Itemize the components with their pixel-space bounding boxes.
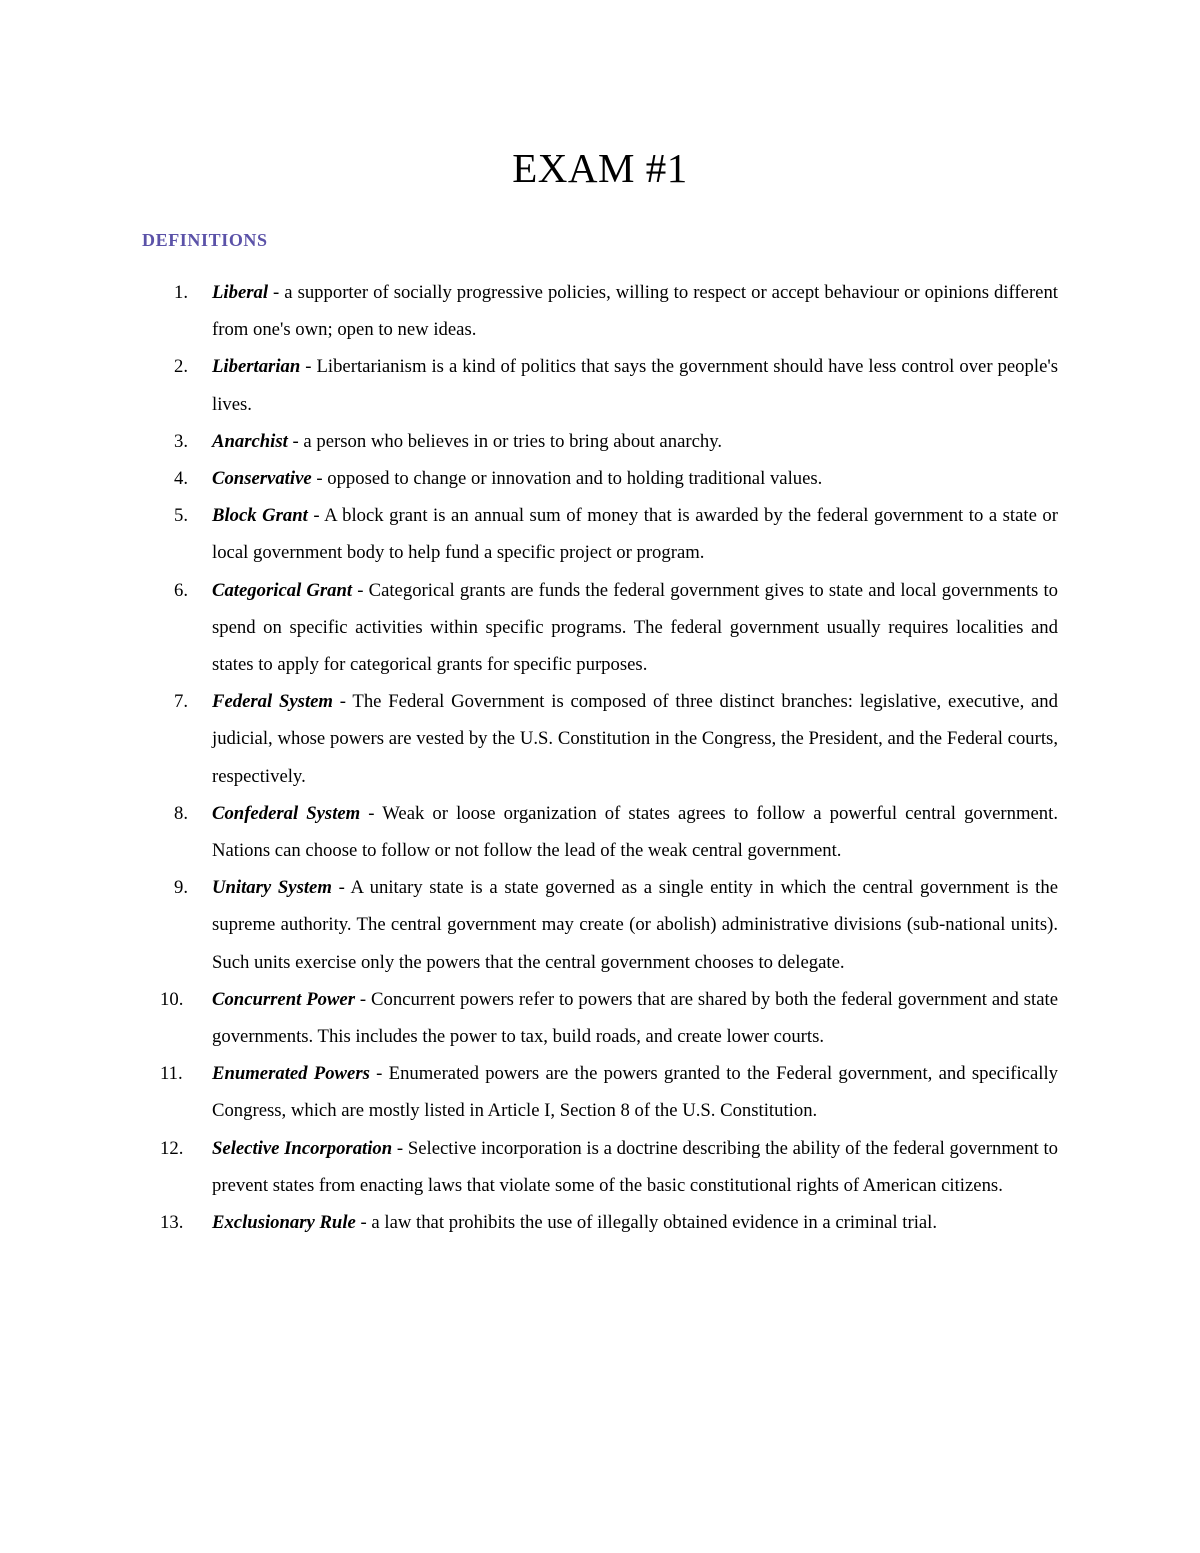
page-title: EXAM #1 — [512, 145, 688, 191]
definition-text: Enumerated powers are the powers granted to the Federal government, and specifically Congress, which are mostly listed in Article I, Section 8 of the U.S. Constitution. — [212, 1063, 1058, 1122]
definition-term: Concurrent Power — [212, 988, 355, 1010]
definition-number: 13. — [160, 1212, 184, 1234]
definition-item — [142, 497, 1058, 571]
definition-text: Concurrent powers refer to powers that are shared by both the federal government and state governments. This includes the power to tax, build roads, and create lower courts. — [212, 988, 1058, 1048]
definition-item — [142, 683, 1058, 795]
definition-item — [142, 869, 1058, 981]
definition-number: 5. — [174, 505, 189, 527]
definition-number: 1. — [174, 282, 189, 303]
definition-separator: - — [311, 468, 328, 490]
definition-separator: - — [331, 877, 351, 899]
definition-term: Block Grant — [212, 505, 308, 527]
definition-item — [142, 423, 1058, 460]
definition-item — [142, 795, 1058, 869]
definition-text: Selective incorporation is a doctrine describing the ability of the federal government to prevent states from enacting laws that violate some of the basic constitutional rights of American citizens. — [212, 1137, 1058, 1196]
definition-separator: - — [392, 1137, 408, 1159]
definition-item — [142, 572, 1058, 684]
definition-separator: - — [355, 988, 372, 1010]
definition-number: 9. — [174, 877, 189, 899]
definition-item — [142, 1055, 1058, 1129]
definition-separator: - — [369, 1063, 389, 1085]
definition-separator: - — [332, 691, 353, 713]
definition-item — [142, 274, 1058, 348]
definition-term: Selective Incorporation — [212, 1137, 393, 1159]
definition-term: Libertarian — [212, 356, 301, 378]
definition-term: Confederal System — [212, 802, 361, 824]
definition-number: 3. — [174, 430, 189, 452]
definition-text: The Federal Government is composed of three distinct branches: legislative, executive, and judicial, whose powers are vested by the U.S. Constitution in the Congress, the President, and the Federal courts, respectively. — [212, 691, 1058, 787]
definition-number: 7. — [174, 691, 189, 713]
definition-item — [142, 1204, 1058, 1241]
definition-term: Enumerated Powers — [212, 1063, 370, 1085]
definition-item — [142, 1130, 1058, 1204]
definition-item — [142, 981, 1058, 1055]
definition-term: Liberal — [212, 282, 269, 303]
definition-number: 4. — [174, 468, 189, 490]
section-heading-definitions: DEFINITIONS — [142, 230, 268, 250]
definition-separator: - — [287, 430, 304, 452]
definition-item — [142, 460, 1058, 497]
definition-term: Federal System — [212, 691, 333, 713]
definition-number: 2. — [174, 356, 189, 378]
definition-separator: - — [307, 505, 325, 527]
definition-text: opposed to change or innovation and to holding traditional values. — [327, 468, 823, 490]
definition-term: Anarchist — [212, 430, 288, 452]
definition-term: Conservative — [212, 468, 312, 490]
definition-text: A block grant is an annual sum of money that is awarded by the federal government to a state or local government body to help fund a specific project or program. — [212, 505, 1058, 564]
definition-text: a person who believes in or tries to bring about anarchy. — [303, 430, 723, 452]
definition-text: Libertarianism is a kind of politics that says the government should have less control over people's lives. — [212, 356, 1058, 415]
definition-text: A unitary state is a state governed as a single entity in which the central government is the supreme authority. The central government may create (or abolish) administrative divisions (sub-national units). Such units exercise only the powers that the central government chooses to delegate. — [212, 877, 1058, 973]
definition-separator: - — [360, 802, 383, 824]
definition-number: 11. — [160, 1063, 183, 1085]
definition-number: 6. — [174, 579, 189, 601]
definition-text: a law that prohibits the use of illegally obtained evidence in a criminal trial. — [371, 1212, 938, 1234]
definition-text: Weak or loose organization of states agrees to follow a powerful central government. Nations can choose to follow or not follow the lead of the weak central government. — [212, 802, 1058, 862]
definition-number: 10. — [160, 988, 184, 1010]
definition-number: 8. — [174, 802, 189, 824]
definition-term: Categorical Grant — [212, 579, 353, 601]
definition-number: 12. — [160, 1137, 184, 1159]
definition-item — [142, 348, 1058, 422]
definition-separator: - — [352, 579, 369, 601]
definition-separator: - — [300, 356, 317, 378]
definition-separator: - — [268, 282, 285, 303]
definition-text: a supporter of socially progressive policies, willing to respect or accept behaviour or opinions different from one's own; open to new ideas. — [212, 282, 1058, 341]
definition-term: Exclusionary Rule — [212, 1212, 356, 1234]
definition-text: Categorical grants are funds the federal government gives to state and local governments to spend on specific activities within specific programs. The federal government usually requires localities and states to apply for categorical grants for specific purposes. — [212, 579, 1058, 676]
definitions-list — [142, 274, 1058, 1241]
definition-separator: - — [355, 1212, 372, 1234]
definition-term: Unitary System — [212, 877, 332, 899]
